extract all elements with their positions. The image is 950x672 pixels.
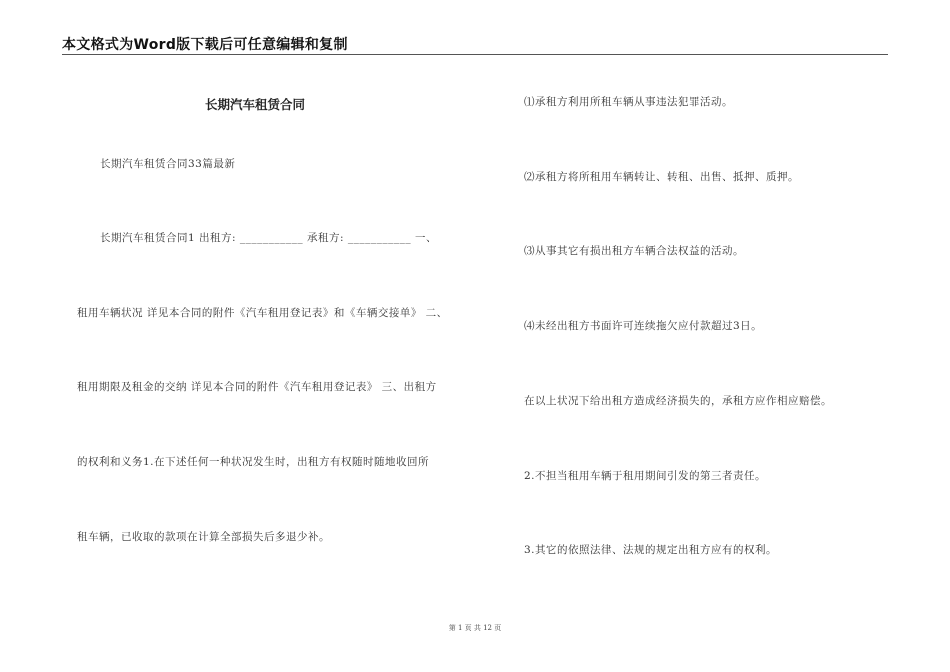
paragraph-line: 在以上状况下给出租方造成经济损失的，承租方应作相应赔偿。 xyxy=(524,395,832,407)
paragraph-line: ⑴承租方利用所租车辆从事违法犯罪活动。 xyxy=(524,96,733,108)
paragraph-line: 的权利和义务1.在下述任何一种状况发生时，出租方有权随时随地收回所 xyxy=(77,456,430,468)
paragraph-line: 租用车辆状况 详见本合同的附件《汽车租用登记表》和《车辆交接单》 二、 xyxy=(77,307,448,319)
page-footer: 第 1 页 共 12 页 xyxy=(448,624,502,632)
document-title: 长期汽车租赁合同 xyxy=(205,97,306,112)
header-rule xyxy=(62,54,888,55)
header-banner: 本文格式为Word版下载后可任意编辑和复制 xyxy=(62,37,348,53)
paragraph-line: 2.不担当租用车辆于租用期间引发的第三者责任。 xyxy=(524,470,767,482)
paragraph-line: 长期汽车租赁合同33篇最新 xyxy=(100,158,236,170)
paragraph-line: ⑶从事其它有损出租方车辆合法权益的活动。 xyxy=(524,245,744,257)
paragraph-line: 租用期限及租金的交纳 详见本合同的附件《汽车租用登记表》 三、出租方 xyxy=(77,381,437,393)
paragraph-line: 租车辆，已收取的款项在计算全部损失后多退少补。 xyxy=(77,531,330,543)
paragraph-line: 3.其它的依照法律、法规的规定出租方应有的权利。 xyxy=(524,544,778,556)
paragraph-line: 长期汽车租赁合同1 出租方: ___________ 承租方: ___________ 一、 xyxy=(100,232,437,244)
paragraph-line: ⑵承租方将所租用车辆转让、转租、出售、抵押、质押。 xyxy=(524,171,799,183)
paragraph-line: ⑷未经出租方书面许可连续拖欠应付款超过3日。 xyxy=(524,320,763,332)
